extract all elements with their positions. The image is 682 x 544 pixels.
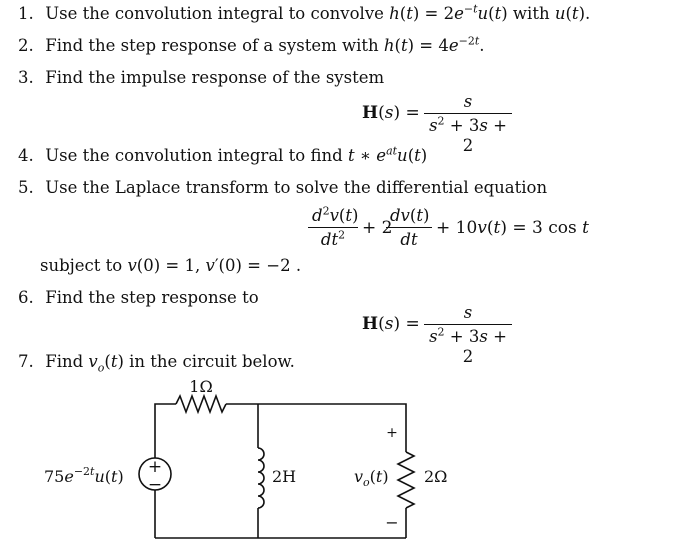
problem-text: Find the impulse response of the system xyxy=(45,68,385,87)
resistor-2-zigzag xyxy=(398,452,414,508)
initial-conditions: subject to v(0) = 1, v′(0) = −2 . xyxy=(40,256,302,275)
problem-text: Find the step response to xyxy=(45,288,259,307)
problem-number: 7. xyxy=(18,352,34,371)
problem-number: 2. xyxy=(18,36,34,55)
transfer-function-lhs-2: H(s) = xyxy=(362,314,420,334)
problem-number: 6. xyxy=(18,288,34,307)
inductor-label: 2H xyxy=(272,467,297,486)
source-minus: − xyxy=(147,475,163,495)
equation-plus-two: + 2 xyxy=(362,218,393,238)
equation-rhs: + 10v(t) = 3 cos t xyxy=(436,218,590,238)
problem-text: Use the convolution integral to find t ∗ $e^{at}u(t)$ xyxy=(45,144,428,165)
fraction-numerator: s xyxy=(424,92,512,114)
resistor-1-label: 1Ω xyxy=(189,377,213,396)
fraction-denominator: $s^2 + 3s + 2$ xyxy=(429,114,507,155)
resistor-2-label: 2Ω xyxy=(424,467,448,486)
problem-number: 1. xyxy=(18,4,34,23)
source-label: $75e^{-2t}u(t)$ xyxy=(44,465,124,486)
resistor-1-zigzag xyxy=(176,396,226,412)
top-wire-right xyxy=(226,404,406,452)
fraction-denominator: $s^2 + 3s + 2$ xyxy=(429,325,507,366)
output-minus: − xyxy=(385,513,399,532)
problem-text: Find $v_o(t)$ in the circuit below. xyxy=(45,352,295,375)
output-plus: + xyxy=(386,425,398,441)
problem-text: Find the step response of a system with $h(t) = 4e^{-2t}$. xyxy=(45,34,485,55)
problem-number: 5. xyxy=(18,178,34,197)
transfer-function-lhs: H(s) = xyxy=(362,103,420,123)
fraction-denominator: $dt^2$ xyxy=(320,228,346,249)
fraction-numerator: s xyxy=(424,303,512,325)
source-plus: + xyxy=(147,457,163,477)
top-wire-left xyxy=(155,404,176,414)
fraction-numerator: dv(t) xyxy=(386,206,432,228)
fraction-denominator: dt xyxy=(400,230,418,249)
problem-text: Use the Laplace transform to solve the differential equation xyxy=(45,178,548,197)
problem-text: Use the convolution integral to convolve $h(t) = 2e^{-t}u(t)$ with u(t). xyxy=(45,2,591,23)
inductor-coil xyxy=(258,448,264,508)
fraction-numerator: $d^2v(t)$ xyxy=(308,206,358,228)
output-label: $v_o(t)$ xyxy=(354,467,389,489)
problem-number: 3. xyxy=(18,68,34,87)
problem-number: 4. xyxy=(18,146,34,165)
